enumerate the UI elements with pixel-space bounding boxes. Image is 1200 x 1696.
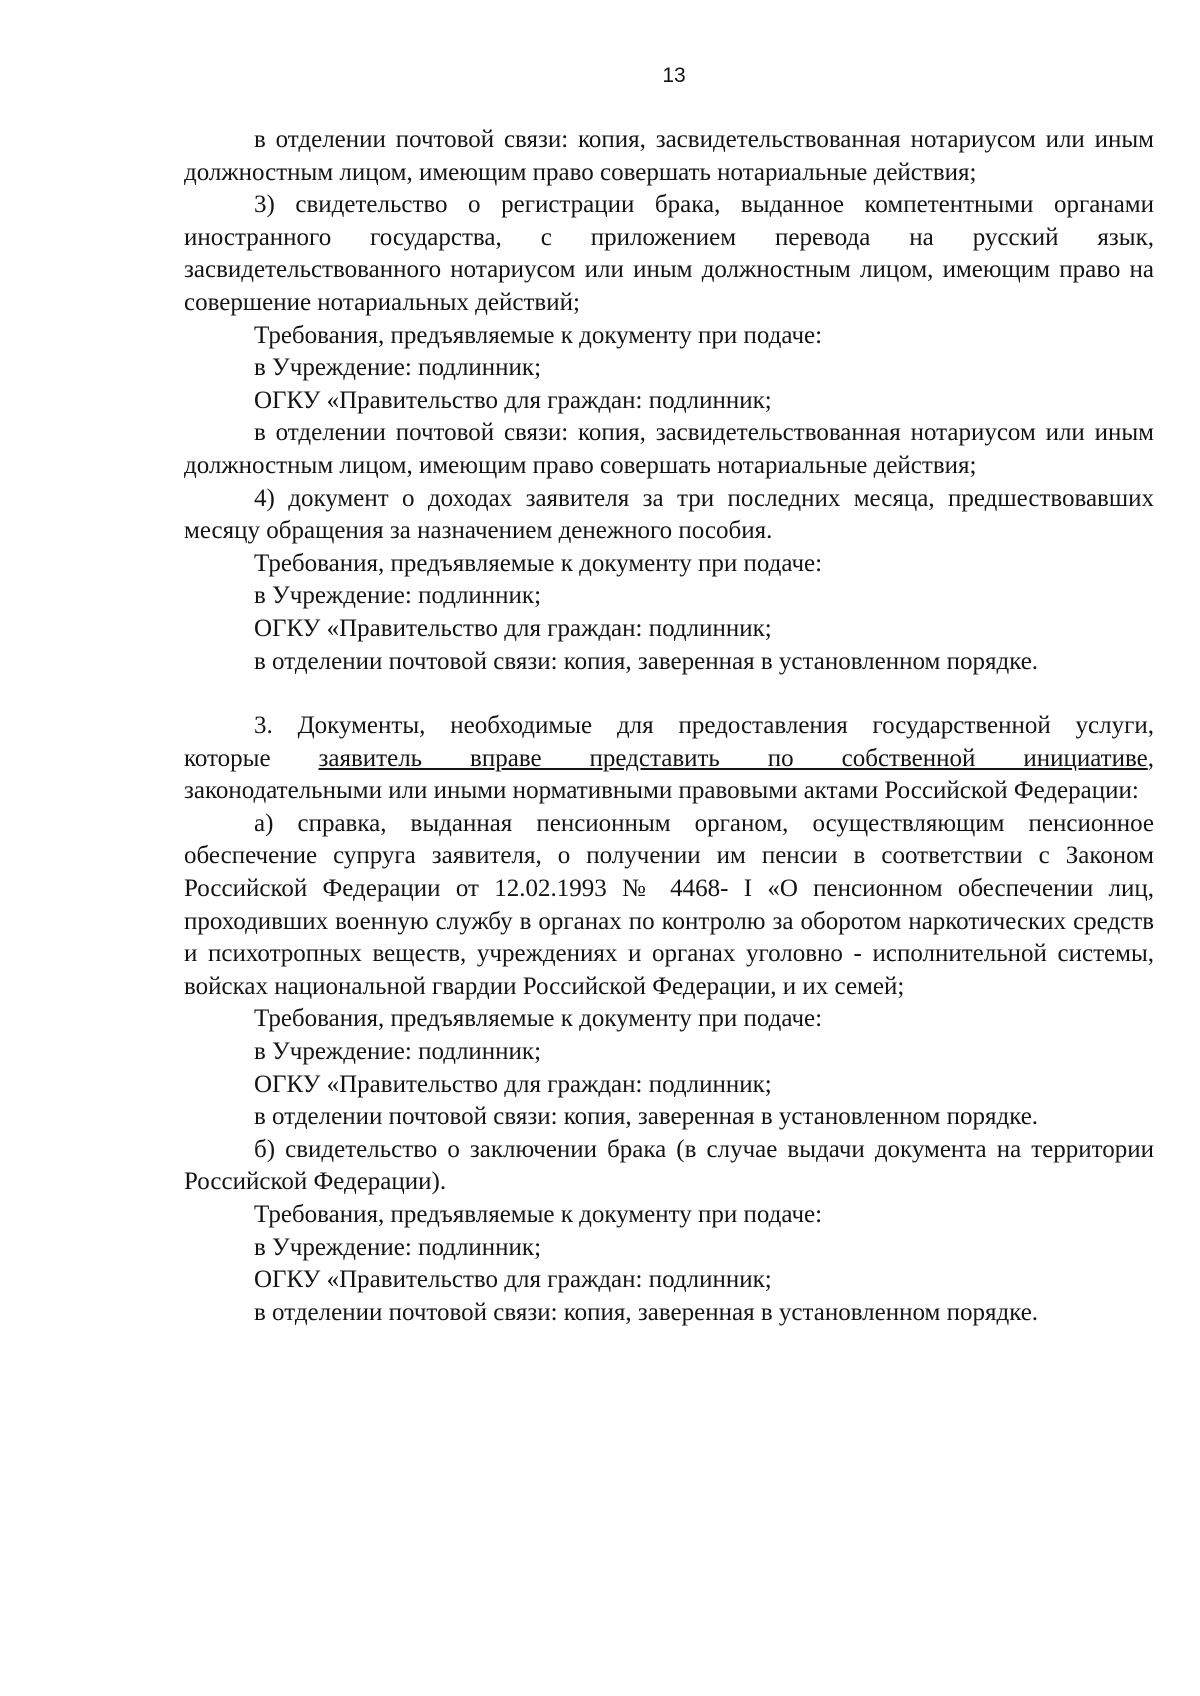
paragraph-institution-original: в Учреждение: подлинник; bbox=[254, 1233, 542, 1261]
paragraph-institution-original: в Учреждение: подлинник; bbox=[254, 354, 542, 382]
section3-text-start: которые bbox=[184, 744, 271, 772]
paragraph-postal-certified-copy: в отделении почтовой связи: копия, заверенная в установленном порядке. bbox=[254, 1103, 1039, 1131]
paragraph-ogku-original: ОГКУ «Правительство для граждан: подлинник; bbox=[254, 614, 772, 642]
section3-underlined-text: заявитель вправе представить по собственной инициативе bbox=[318, 744, 1148, 772]
paragraph-marriage-certificate: б) свидетельство о заключении брака (в случае выдачи документа на территории Российской Федерации). bbox=[184, 1135, 1154, 1196]
paragraph-requirements: Требования, предъявляемые к документу при подаче: bbox=[254, 321, 823, 349]
paragraph-postal-certified-copy: в отделении почтовой связи: копия, заверенная в установленном порядке. bbox=[254, 647, 1039, 675]
paragraph-requirements: Требования, предъявляемые к документу при подаче: bbox=[254, 549, 823, 577]
paragraph-requirements: Требования, предъявляемые к документу при подаче: bbox=[254, 1201, 823, 1228]
paragraph-ogku-original: ОГКУ «Правительство для граждан: подлинник; bbox=[254, 1070, 772, 1098]
paragraph-postal-copy: в отделении почтовой связи: копия, засвидетельствованная нотариусом или иным должностным лицом, имеющим право совершать нотариальные действия; bbox=[184, 419, 1154, 479]
paragraph-pension-certificate: а) справка, выданная пенсионным органом, осуществляющим пенсионное обеспечение супруга заявителя, о получении им пенсии в соответствии с Законом Российской Федерации от 12.02.1993 № 4468- I «О пенсионном обеспечении лиц, проходивших военную службу в органах по контролю за оборотом наркотических средств и психотропных веществ, учреждениях и органах уголовно - исполнительной системы, войсках национальной гвардии Российской Федерации, и их семей; bbox=[184, 809, 1154, 1000]
page-number: 13 bbox=[662, 64, 686, 87]
paragraph-institution-original: в Учреждение: подлинник; bbox=[254, 1038, 542, 1066]
section3-heading-line: 3. Документы, необходимые для предоставления государственной услуги, bbox=[254, 712, 1154, 740]
document-body bbox=[184, 124, 1154, 1329]
paragraph-requirements: Требования, предъявляемые к документу при подаче: bbox=[254, 1005, 823, 1033]
section3-rest: законодательными или иными нормативными правовыми актами Российской Федерации: bbox=[184, 777, 1139, 805]
paragraph-institution-original: в Учреждение: подлинник; bbox=[254, 582, 542, 610]
paragraph-postal-copy: в отделении почтовой связи: копия, засвидетельствованная нотариусом или иным должностным лицом, имеющим право совершать нотариальные действия; bbox=[184, 126, 1154, 186]
paragraph-marriage-registration: 3) свидетельство о регистрации брака, выданное компетентными органами иностранного государства, с приложением перевода на русский язык, засвидетельствованного нотариусом или иным должностным лицом, имеющим право на совершение нотариальных действий; bbox=[184, 191, 1154, 316]
section3-initiative-line bbox=[184, 743, 1154, 776]
section3-text-end: , bbox=[1147, 744, 1154, 772]
section-gap bbox=[184, 678, 1154, 710]
paragraph-income-document: 4) документ о доходах заявителя за три последних месяца, предшествовавших месяцу обращения за назначением денежного пособия. bbox=[184, 484, 1154, 545]
paragraph-ogku-original: ОГКУ «Правительство для граждан: подлинник; bbox=[254, 386, 772, 414]
paragraph-ogku-original: ОГКУ «Правительство для граждан: подлинник; bbox=[254, 1266, 772, 1294]
paragraph-postal-certified-copy: в отделении почтовой связи: копия, заверенная в установленном порядке. bbox=[254, 1298, 1039, 1326]
